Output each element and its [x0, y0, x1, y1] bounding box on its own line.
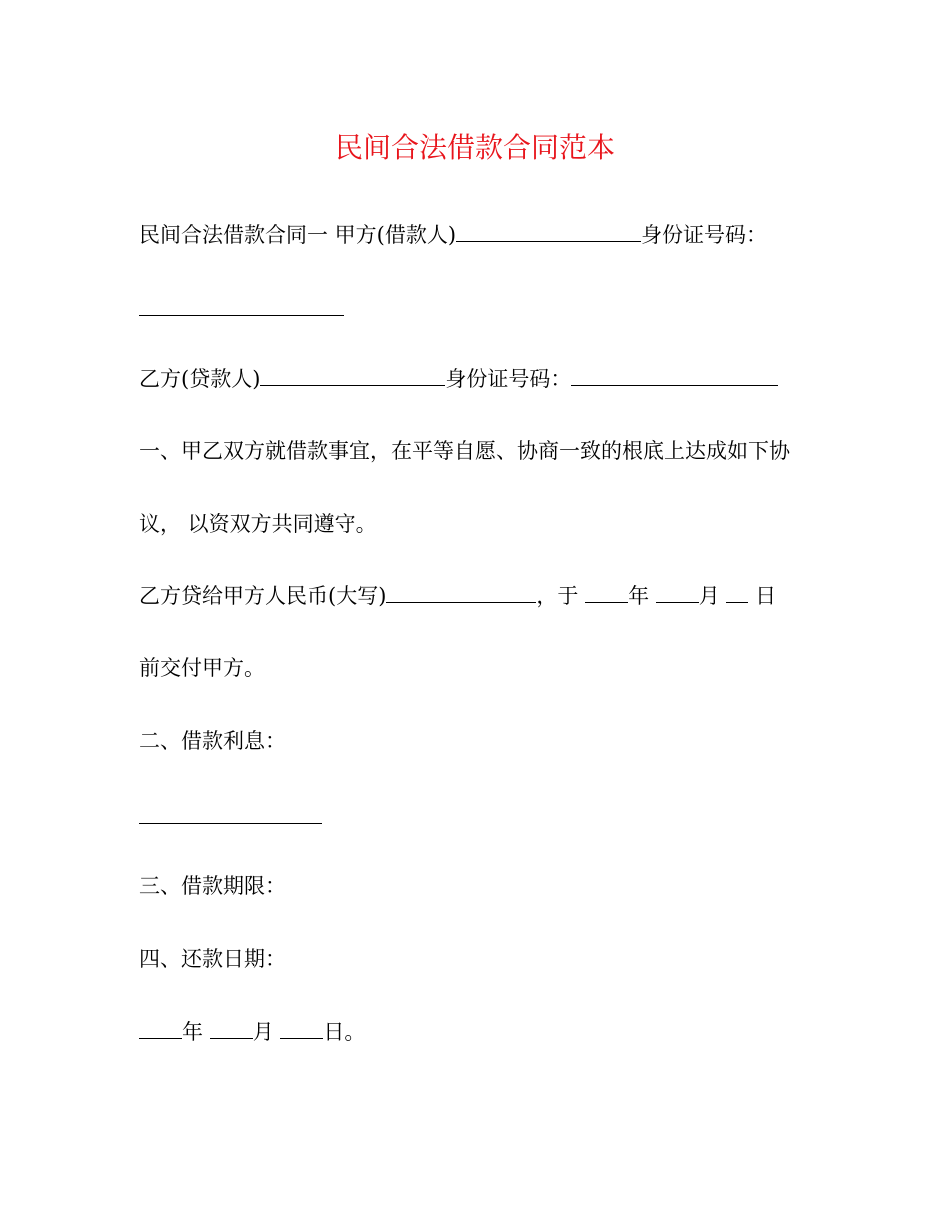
- repay-month-blank: [210, 1018, 253, 1039]
- loan-year-blank: [585, 582, 628, 603]
- party-a-name-blank: [456, 221, 641, 242]
- loan-line-2: 前交付甲方。: [139, 656, 265, 680]
- loan-amount-line: [139, 581, 776, 611]
- loan-month-label: 月: [698, 584, 727, 608]
- clause-1-line-1: 一、甲乙双方就借款事宜，在平等自愿、协商一致的根底上达成如下协: [139, 439, 790, 463]
- repay-day-label: 日。: [323, 1020, 366, 1044]
- party-b-line: [139, 364, 778, 394]
- loan-date-label: ，于: [536, 584, 586, 608]
- loan-day-blank: [726, 582, 748, 603]
- party-a-label: 民间合法借款合同一 甲方(借款人): [139, 223, 457, 247]
- repay-month-label: 月: [252, 1020, 281, 1044]
- party-b-id-blank: [571, 365, 778, 386]
- document-title: 民间合法借款合同范本: [334, 131, 615, 164]
- loan-amount-label: 乙方贷给甲方人民币(大写): [139, 584, 387, 608]
- repay-year-blank: [139, 1018, 182, 1039]
- party-a-line: [139, 220, 767, 250]
- interest-blank: [139, 823, 322, 824]
- party-b-name-blank: [260, 365, 445, 386]
- repayment-date-line: [139, 1017, 365, 1047]
- loan-day-label: 日: [748, 584, 777, 608]
- loan-month-blank: [656, 582, 699, 603]
- clause-1-line-2: 议， 以资双方共同遵守。: [139, 512, 377, 536]
- party-a-id-blank: [139, 315, 344, 316]
- section-term: 三、借款期限：: [139, 874, 286, 898]
- loan-amount-blank: [386, 582, 536, 603]
- loan-year-label: 年: [628, 584, 656, 608]
- repay-year-label: 年: [182, 1020, 210, 1044]
- repay-day-blank: [280, 1018, 323, 1039]
- section-repayment-date: 四、还款日期：: [139, 947, 286, 971]
- party-b-id-label: 身份证号码：: [445, 367, 572, 391]
- party-b-label: 乙方(贷款人): [139, 367, 261, 391]
- section-interest: 二、借款利息：: [139, 729, 286, 753]
- party-a-id-label: 身份证号码：: [641, 223, 768, 247]
